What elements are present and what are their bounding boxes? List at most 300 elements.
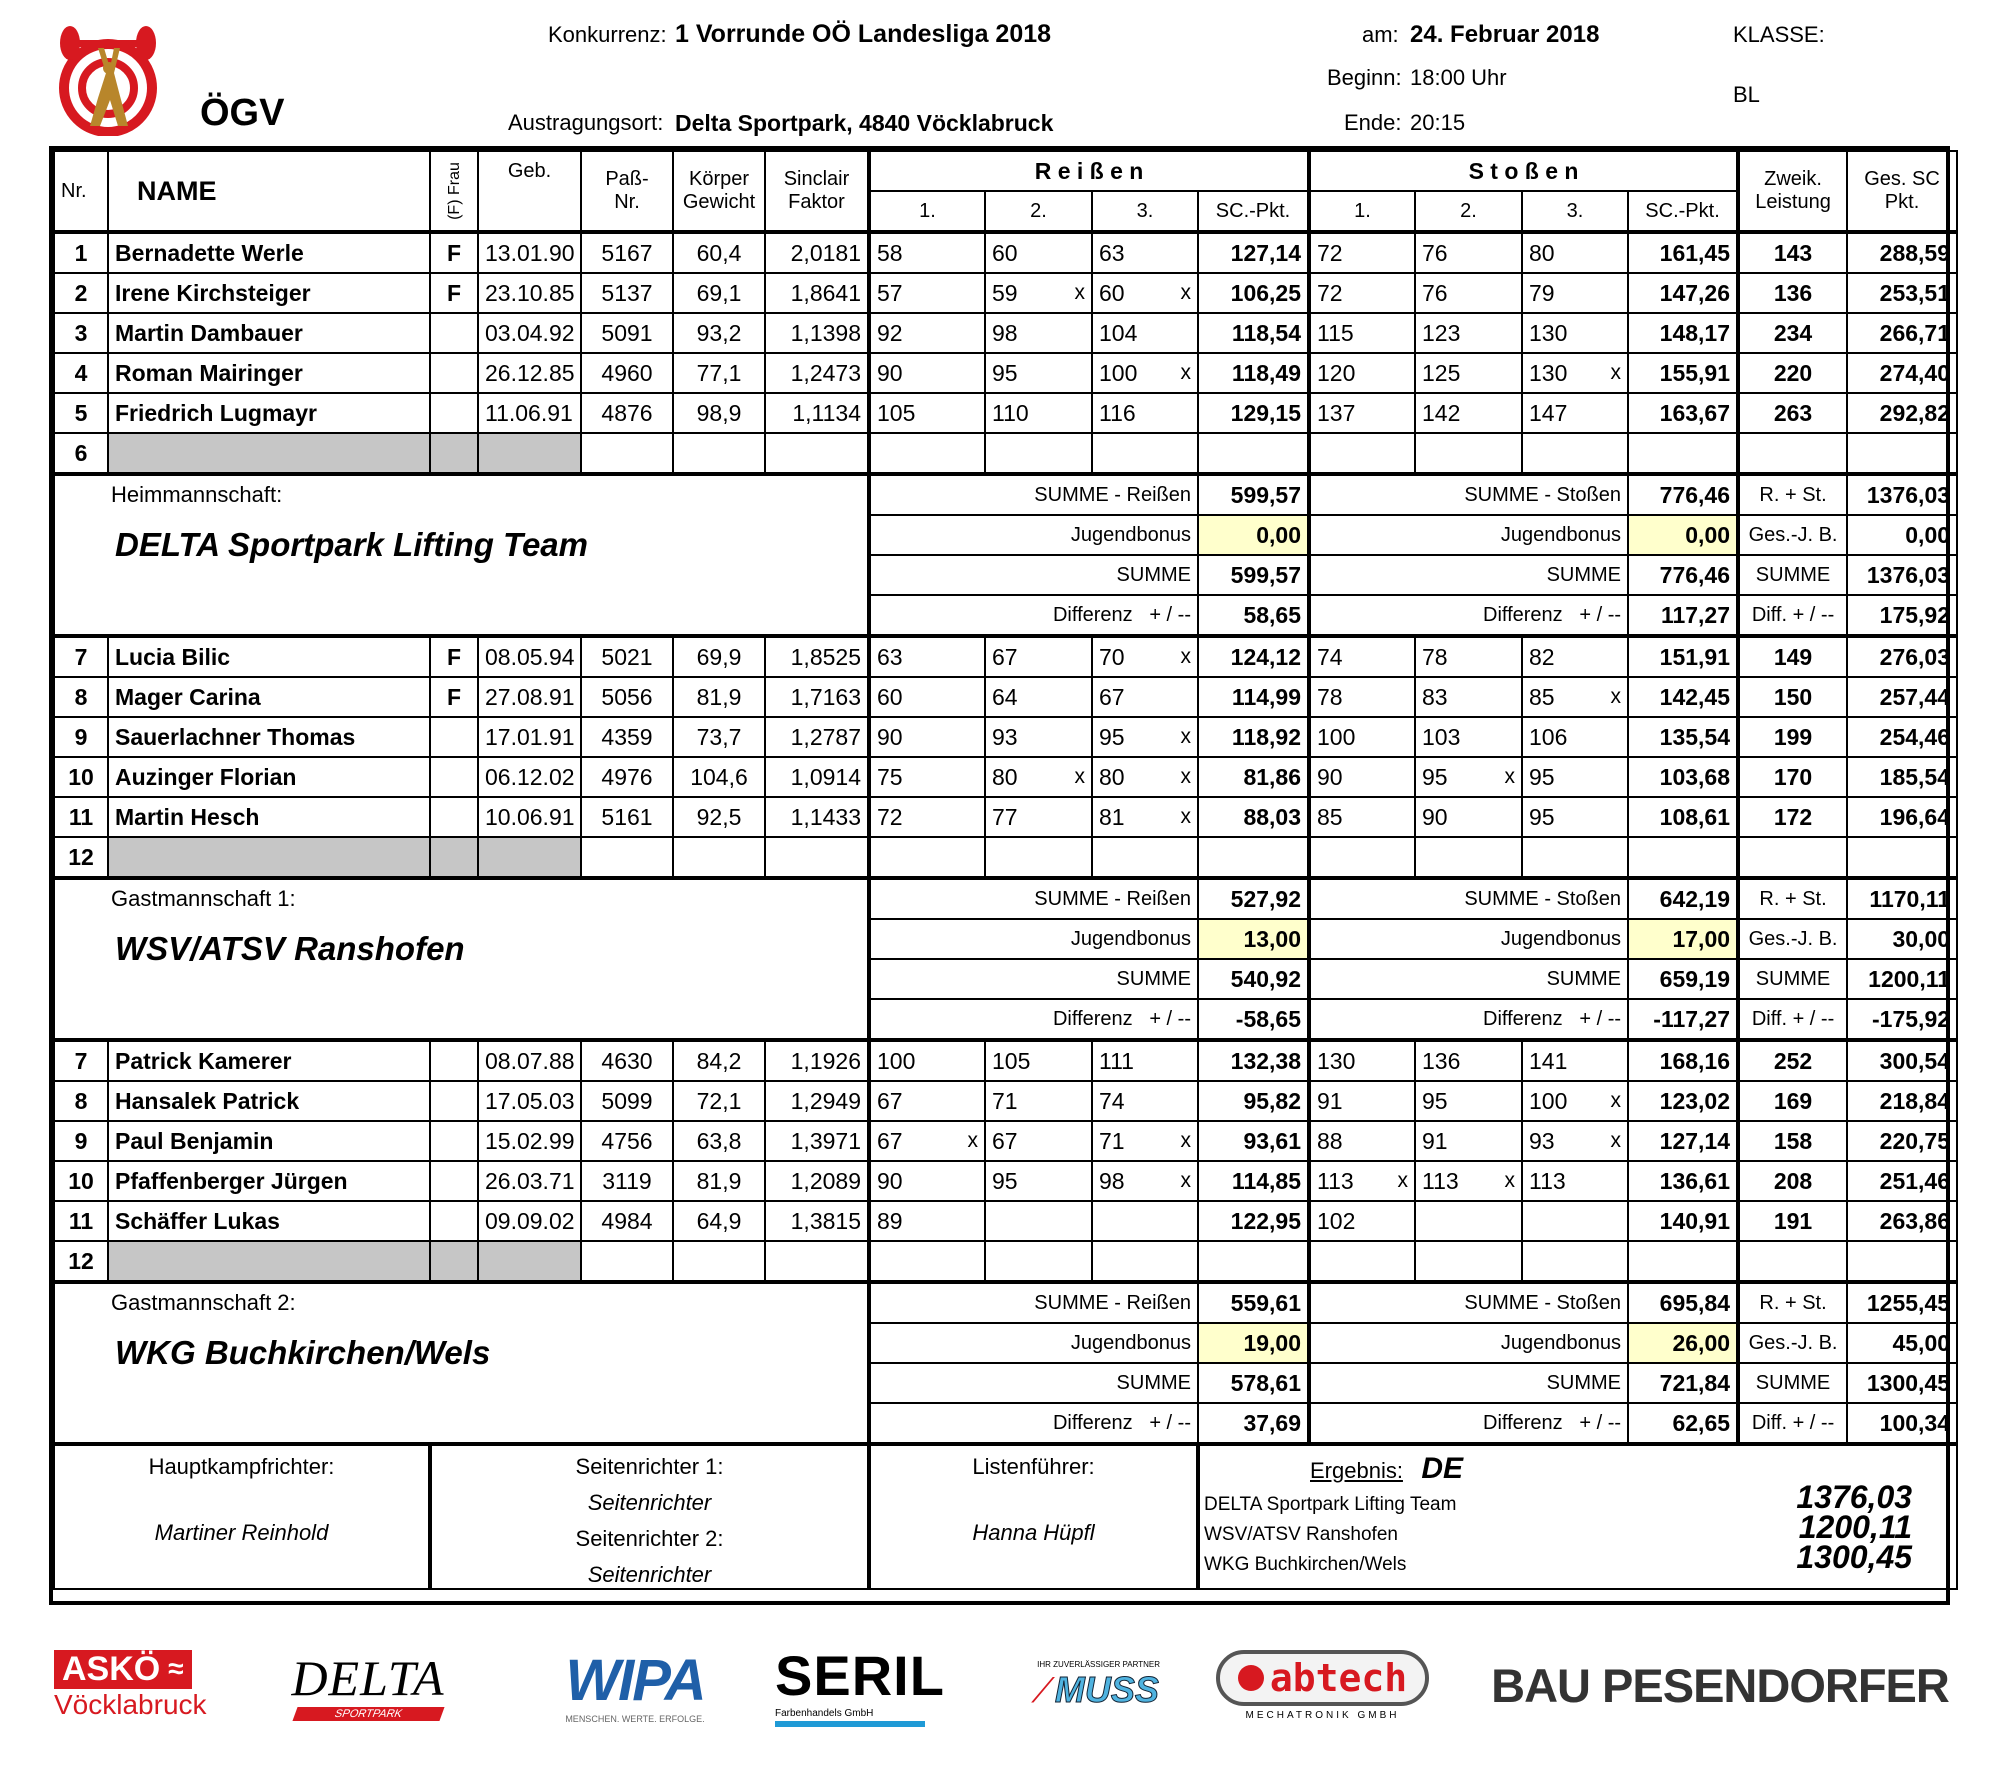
reissen-attempt-1: 67 — [869, 1081, 985, 1121]
athlete-name: Paul Benjamin — [108, 1121, 430, 1161]
athlete-frau: F — [430, 677, 478, 717]
summary-label-reissen: Differenz + / -- — [869, 999, 1198, 1040]
stossen-attempt-1: 120 — [1309, 353, 1415, 393]
bau-text: BAU PESENDORFER — [1491, 1658, 1949, 1712]
summary-value-reissen: 559,61 — [1198, 1282, 1309, 1323]
athlete-frau — [430, 1081, 478, 1121]
fail-mark: x — [1074, 765, 1085, 788]
team-summary-row — [54, 474, 1957, 515]
stossen-sc: 161,45 — [1628, 232, 1738, 273]
sponsor-askoe — [54, 1640, 219, 1730]
athlete-pass: 4359 — [581, 717, 673, 757]
delta-text: DELTA — [291, 1650, 445, 1706]
stossen-sc: 123,02 — [1628, 1081, 1738, 1121]
fail-mark: x — [1180, 645, 1191, 668]
col-sinclair-line1: Sinclair — [783, 168, 850, 190]
cell-empty — [869, 837, 985, 878]
reissen-attempt-1: 57 — [869, 273, 985, 313]
team-label: Gastmannschaft 1: — [111, 886, 296, 911]
reissen-attempt-2: 60 — [985, 232, 1092, 273]
muss-text: MUSS — [1054, 1668, 1159, 1710]
cell-empty — [1198, 837, 1309, 878]
stossen-attempt-2: 95 — [1415, 1081, 1522, 1121]
team-summary-row — [54, 1282, 1957, 1323]
fail-mark: x — [1180, 805, 1191, 828]
athlete-koerpergewicht: 84,2 — [673, 1040, 765, 1081]
reissen-attempt-1: 100 — [869, 1040, 985, 1081]
wipa-text: WIPA — [565, 1647, 705, 1713]
stossen-attempt-3: 130 — [1522, 313, 1628, 353]
reissen-attempt-1: 105 — [869, 393, 985, 433]
cell-empty — [985, 837, 1092, 878]
result-line — [1204, 1539, 1952, 1576]
cell-empty — [1522, 433, 1628, 474]
seitenrichter1-label: Seitenrichter 1: — [575, 1454, 724, 1479]
reissen-attempt-1: 89 — [869, 1201, 985, 1241]
stossen-attempt-1: 72 — [1309, 273, 1415, 313]
summary-label-reissen: Differenz + / -- — [869, 595, 1198, 636]
summary-value-gesamt: 1255,45 — [1847, 1282, 1957, 1323]
summary-label-reissen: Differenz + / -- — [869, 1403, 1198, 1444]
athlete-pass: 5099 — [581, 1081, 673, 1121]
summary-label-reissen: SUMME — [869, 555, 1198, 595]
ergebnis-results — [1204, 1479, 1952, 1576]
athlete-frau-empty — [430, 1241, 478, 1282]
seril-text: SERIL — [775, 1644, 945, 1707]
col-nr: Nr. — [54, 151, 108, 232]
cell-empty — [1415, 433, 1522, 474]
athlete-sinclair: 1,2787 — [765, 717, 869, 757]
athlete-geb: 27.08.91 — [478, 677, 581, 717]
athlete-sinclair: 1,3971 — [765, 1121, 869, 1161]
abtech-sub: MECHATRONIK GMBH — [1245, 1709, 1400, 1721]
summary-value-reissen: 599,57 — [1198, 474, 1309, 515]
cell-empty — [1309, 837, 1415, 878]
zweikampf: 149 — [1738, 636, 1847, 677]
zweikampf: 150 — [1738, 677, 1847, 717]
summary-label-stossen: Differenz + / -- — [1309, 999, 1628, 1040]
result-table — [53, 150, 1958, 1590]
result-team: WKG Buchkirchen/Wels — [1204, 1554, 1407, 1575]
cell-empty — [1628, 837, 1738, 878]
stossen-attempt-1: 72 — [1309, 232, 1415, 273]
fail-mark: x — [1074, 281, 1085, 304]
sponsor-seril — [775, 1640, 965, 1730]
ergebnis-box — [1198, 1444, 1957, 1589]
athlete-koerpergewicht: 60,4 — [673, 232, 765, 273]
gesamt-sc: 218,84 — [1847, 1081, 1957, 1121]
athlete-geb: 09.09.02 — [478, 1201, 581, 1241]
ergebnis-value: DE — [1421, 1452, 1464, 1485]
reissen-sc: 118,49 — [1198, 353, 1309, 393]
reissen-sc: 95,82 — [1198, 1081, 1309, 1121]
zweikampf: 234 — [1738, 313, 1847, 353]
summary-value-stossen: 0,00 — [1628, 515, 1738, 555]
athlete-koerpergewicht: 69,1 — [673, 273, 765, 313]
reissen-sc: 93,61 — [1198, 1121, 1309, 1161]
summary-label-gesamt: SUMME — [1738, 959, 1847, 999]
zweikampf: 208 — [1738, 1161, 1847, 1201]
col-zweik-line1: Zweik. — [1764, 168, 1822, 190]
reissen-attempt-1: 67 x — [869, 1121, 985, 1161]
athlete-row — [54, 1081, 1957, 1121]
reissen-sc: 114,85 — [1198, 1161, 1309, 1201]
summary-label-stossen: Differenz + / -- — [1309, 1403, 1628, 1444]
cell-empty — [1415, 1241, 1522, 1282]
gesamt-sc: 196,64 — [1847, 797, 1957, 837]
hauptkampfrichter — [54, 1444, 430, 1589]
stossen-attempt-2: 76 — [1415, 273, 1522, 313]
summary-value-stossen: 776,46 — [1628, 474, 1738, 515]
athlete-pass: 3119 — [581, 1161, 673, 1201]
cell-empty — [985, 433, 1092, 474]
weightlifter-logo-icon — [58, 18, 158, 136]
sponsor-wipa — [545, 1640, 725, 1730]
cell-empty — [1738, 433, 1847, 474]
askoe-badge — [54, 1650, 192, 1689]
stossen-attempt-2 — [1415, 1201, 1522, 1241]
seril-bar — [775, 1721, 925, 1727]
gesamt-sc: 257,44 — [1847, 677, 1957, 717]
reissen-attempt-1: 58 — [869, 232, 985, 273]
athlete-name-empty — [108, 1241, 430, 1282]
reissen-sc: 118,54 — [1198, 313, 1309, 353]
summary-label-reissen: SUMME — [869, 1363, 1198, 1403]
col-geb: Geb. — [478, 151, 581, 232]
reissen-attempt-3: 70 x — [1092, 636, 1198, 677]
fail-mark: x — [1610, 361, 1622, 384]
summary-value-reissen: -58,65 — [1198, 999, 1309, 1040]
reissen-attempt-2: 95 — [985, 353, 1092, 393]
col-sinclair-line2: Faktor — [788, 191, 845, 213]
stossen-attempt-1: 91 — [1309, 1081, 1415, 1121]
athlete-frau — [430, 1161, 478, 1201]
stossen-sc: 135,54 — [1628, 717, 1738, 757]
stossen-attempt-1: 115 — [1309, 313, 1415, 353]
summary-label-gesamt: R. + St. — [1738, 474, 1847, 515]
team-label: Heimmannschaft: — [111, 482, 283, 507]
zweikampf: 172 — [1738, 797, 1847, 837]
excavator-icon: ⟋ — [1031, 1671, 1055, 1710]
fail-mark: x — [967, 1129, 978, 1152]
athlete-nr: 7 — [54, 1040, 108, 1081]
team-info — [54, 878, 869, 1040]
hauptkampfrichter-name: Martiner Reinhold — [154, 1520, 329, 1545]
stossen-sc: 136,61 — [1628, 1161, 1738, 1201]
athlete-pass: 5167 — [581, 232, 673, 273]
col-frau-label: (F) Frau — [446, 162, 463, 220]
athlete-nr: 6 — [54, 433, 108, 474]
gesamt-sc: 276,03 — [1847, 636, 1957, 677]
summary-label-stossen: SUMME — [1309, 1363, 1628, 1403]
stossen-sc: 127,14 — [1628, 1121, 1738, 1161]
stossen-attempt-1: 100 — [1309, 717, 1415, 757]
summary-value-stossen: 776,46 — [1628, 555, 1738, 595]
team-summary-row — [54, 878, 1957, 919]
athlete-geb: 08.07.88 — [478, 1040, 581, 1081]
summary-value-stossen: 659,19 — [1628, 959, 1738, 999]
athlete-row — [54, 1161, 1957, 1201]
athlete-frau — [430, 717, 478, 757]
cell-empty — [1198, 1241, 1309, 1282]
askoe-city: Vöcklabruck — [54, 1688, 207, 1720]
result-score: 1300,45 — [1796, 1539, 1913, 1575]
reissen-attempt-3: 104 — [1092, 313, 1198, 353]
reissen-attempt-2: 110 — [985, 393, 1092, 433]
reissen-sc: 114,99 — [1198, 677, 1309, 717]
summary-label-gesamt: Diff. + / -- — [1738, 595, 1847, 636]
col-koerper — [673, 151, 765, 232]
athlete-sinclair: 1,1398 — [765, 313, 869, 353]
beginn-label: Beginn: — [1327, 65, 1402, 90]
cell-empty — [1522, 837, 1628, 878]
summary-label-reissen: SUMME — [869, 959, 1198, 999]
zweikampf: 220 — [1738, 353, 1847, 393]
reissen-attempt-2: 77 — [985, 797, 1092, 837]
col-rsc: SC.-Pkt. — [1198, 191, 1309, 232]
summary-value-stossen: 117,27 — [1628, 595, 1738, 636]
athlete-koerpergewicht: 63,8 — [673, 1121, 765, 1161]
cell-empty — [1628, 433, 1738, 474]
stossen-attempt-3: 130 x — [1522, 353, 1628, 393]
zweikampf: 143 — [1738, 232, 1847, 273]
cell-empty — [765, 837, 869, 878]
stossen-attempt-2: 123 — [1415, 313, 1522, 353]
cell-empty — [1092, 433, 1198, 474]
summary-label-gesamt: R. + St. — [1738, 878, 1847, 919]
team-label: Gastmannschaft 2: — [111, 1290, 296, 1315]
athlete-koerpergewicht: 93,2 — [673, 313, 765, 353]
athlete-geb: 17.05.03 — [478, 1081, 581, 1121]
cell-empty — [1738, 1241, 1847, 1282]
athlete-geb-empty — [478, 837, 581, 878]
summary-value-gesamt: 1376,03 — [1847, 555, 1957, 595]
reissen-sc: 132,38 — [1198, 1040, 1309, 1081]
stossen-attempt-3: 93 x — [1522, 1121, 1628, 1161]
athlete-geb: 26.03.71 — [478, 1161, 581, 1201]
athlete-name: Friedrich Lugmayr — [108, 393, 430, 433]
reissen-attempt-2: 95 — [985, 1161, 1092, 1201]
cell-empty — [1847, 837, 1957, 878]
col-r3: 3. — [1092, 191, 1198, 232]
stossen-attempt-3: 79 — [1522, 273, 1628, 313]
summary-value-gesamt: 1170,11 — [1847, 878, 1957, 919]
athlete-sinclair: 1,8525 — [765, 636, 869, 677]
stossen-attempt-2: 95 x — [1415, 757, 1522, 797]
col-s2: 2. — [1415, 191, 1522, 232]
zweikampf: 263 — [1738, 393, 1847, 433]
summary-label-gesamt: Diff. + / -- — [1738, 1403, 1847, 1444]
athlete-name: Mager Carina — [108, 677, 430, 717]
summary-label-stossen: Differenz + / -- — [1309, 595, 1628, 636]
athlete-frau: F — [430, 232, 478, 273]
stossen-sc: 151,91 — [1628, 636, 1738, 677]
athlete-geb: 23.10.85 — [478, 273, 581, 313]
summary-value-reissen: 58,65 — [1198, 595, 1309, 636]
cell-empty — [1092, 837, 1198, 878]
summary-value-gesamt: 100,34 — [1847, 1403, 1957, 1444]
col-frau — [430, 151, 478, 232]
cell-empty — [673, 837, 765, 878]
athlete-nr: 3 — [54, 313, 108, 353]
athlete-nr: 10 — [54, 1161, 108, 1201]
athlete-geb-empty — [478, 1241, 581, 1282]
empty-row — [54, 837, 1957, 878]
am-label: am: — [1362, 22, 1399, 47]
cell-empty — [1628, 1241, 1738, 1282]
col-s3: 3. — [1522, 191, 1628, 232]
stossen-attempt-3: 113 — [1522, 1161, 1628, 1201]
summary-label-stossen: SUMME - Stoßen — [1309, 474, 1628, 515]
athlete-row — [54, 393, 1957, 433]
reissen-attempt-3: 100 x — [1092, 353, 1198, 393]
cell-empty — [673, 1241, 765, 1282]
gesamt-sc: 253,51 — [1847, 273, 1957, 313]
gesamt-sc: 292,82 — [1847, 393, 1957, 433]
reissen-attempt-1: 90 — [869, 353, 985, 393]
reissen-sc: 129,15 — [1198, 393, 1309, 433]
reissen-attempt-3: 63 — [1092, 232, 1198, 273]
athlete-pass: 5091 — [581, 313, 673, 353]
reissen-attempt-3: 111 — [1092, 1040, 1198, 1081]
sponsor-delta — [268, 1640, 468, 1730]
reissen-attempt-1: 72 — [869, 797, 985, 837]
gesamt-sc: 266,71 — [1847, 313, 1957, 353]
athlete-nr: 7 — [54, 636, 108, 677]
athlete-row — [54, 1121, 1957, 1161]
athlete-nr: 8 — [54, 1081, 108, 1121]
result-score: 1376,03 — [1796, 1479, 1913, 1515]
reissen-attempt-3: 67 — [1092, 677, 1198, 717]
athlete-geb: 03.04.92 — [478, 313, 581, 353]
summary-label-reissen: SUMME - Reißen — [869, 474, 1198, 515]
athlete-koerpergewicht: 81,9 — [673, 677, 765, 717]
athlete-row — [54, 636, 1957, 677]
gesamt-sc: 288,59 — [1847, 232, 1957, 273]
athlete-name: Bernadette Werle — [108, 232, 430, 273]
summary-value-reissen: 540,92 — [1198, 959, 1309, 999]
empty-row — [54, 433, 1957, 474]
summary-value-reissen: 37,69 — [1198, 1403, 1309, 1444]
athlete-koerpergewicht: 98,9 — [673, 393, 765, 433]
stossen-attempt-3: 95 — [1522, 757, 1628, 797]
col-zweik — [1738, 151, 1847, 232]
cell-empty — [673, 433, 765, 474]
summary-value-stossen: 17,00 — [1628, 919, 1738, 959]
athlete-pass: 4976 — [581, 757, 673, 797]
seitenrichter2-label: Seitenrichter 2: — [575, 1526, 724, 1551]
zweikampf: 169 — [1738, 1081, 1847, 1121]
cell-empty — [1738, 837, 1847, 878]
summary-value-stossen: 721,84 — [1628, 1363, 1738, 1403]
col-reissen: R e i ß e n — [869, 151, 1309, 191]
hauptkampfrichter-label: Hauptkampfrichter: — [148, 1454, 335, 1479]
summary-value-stossen: -117,27 — [1628, 999, 1738, 1040]
cell-empty — [1847, 1241, 1957, 1282]
summary-label-gesamt: SUMME — [1738, 555, 1847, 595]
org-name: ÖGV — [200, 92, 285, 134]
cell-empty — [581, 1241, 673, 1282]
reissen-attempt-1: 75 — [869, 757, 985, 797]
athlete-name: Roman Mairinger — [108, 353, 430, 393]
athlete-frau — [430, 757, 478, 797]
col-ges — [1847, 151, 1957, 232]
summary-label-stossen: Jugendbonus — [1309, 515, 1628, 555]
athlete-row — [54, 1040, 1957, 1081]
athlete-name: Martin Hesch — [108, 797, 430, 837]
stossen-attempt-2: 91 — [1415, 1121, 1522, 1161]
seitenrichter — [430, 1444, 869, 1589]
athlete-pass: 5056 — [581, 677, 673, 717]
cell-empty — [1309, 1241, 1415, 1282]
athlete-nr: 12 — [54, 837, 108, 878]
athlete-row — [54, 677, 1957, 717]
ende-label: Ende: — [1344, 110, 1402, 135]
athlete-sinclair: 1,2949 — [765, 1081, 869, 1121]
stossen-attempt-3: 82 — [1522, 636, 1628, 677]
summary-value-stossen: 642,19 — [1628, 878, 1738, 919]
reissen-attempt-2 — [985, 1201, 1092, 1241]
col-ges-line2: Pkt. — [1884, 191, 1920, 213]
athlete-nr: 2 — [54, 273, 108, 313]
athlete-geb: 17.01.91 — [478, 717, 581, 757]
athlete-name: Lucia Bilic — [108, 636, 430, 677]
athlete-name: Schäffer Lukas — [108, 1201, 430, 1241]
athlete-frau — [430, 797, 478, 837]
empty-row — [54, 1241, 1957, 1282]
reissen-sc: 124,12 — [1198, 636, 1309, 677]
stossen-sc: 142,45 — [1628, 677, 1738, 717]
athlete-sinclair: 2,0181 — [765, 232, 869, 273]
reissen-attempt-3: 116 — [1092, 393, 1198, 433]
summary-label-stossen: SUMME — [1309, 555, 1628, 595]
cell-empty — [985, 1241, 1092, 1282]
summary-value-stossen: 26,00 — [1628, 1323, 1738, 1363]
athlete-pass: 4876 — [581, 393, 673, 433]
fail-mark: x — [1180, 281, 1191, 304]
summary-value-gesamt: 30,00 — [1847, 919, 1957, 959]
konkurrenz-value: 1 Vorrunde OÖ Landesliga 2018 — [675, 20, 1052, 48]
summary-label-gesamt: SUMME — [1738, 1363, 1847, 1403]
fail-mark: x — [1504, 1169, 1516, 1192]
col-koerper-line2: Gewicht — [682, 191, 756, 213]
athlete-koerpergewicht: 64,9 — [673, 1201, 765, 1241]
fail-mark: x — [1504, 765, 1516, 788]
stossen-sc: 147,26 — [1628, 273, 1738, 313]
askoe-wave-icon: ≈ — [168, 1653, 184, 1684]
athlete-frau-empty — [430, 433, 478, 474]
stossen-attempt-2: 90 — [1415, 797, 1522, 837]
reissen-attempt-1: 90 — [869, 717, 985, 757]
reissen-attempt-2: 105 — [985, 1040, 1092, 1081]
muss-sub: IHR ZUVERLÄSSIGER PARTNER — [1037, 1659, 1160, 1669]
sponsor-bau-pesendorfer — [1485, 1640, 1955, 1730]
athlete-row — [54, 273, 1957, 313]
stossen-sc: 148,17 — [1628, 313, 1738, 353]
stossen-attempt-3: 80 — [1522, 232, 1628, 273]
stossen-sc: 155,91 — [1628, 353, 1738, 393]
athlete-koerpergewicht: 72,1 — [673, 1081, 765, 1121]
col-sinclair — [765, 151, 869, 232]
summary-label-stossen: SUMME — [1309, 959, 1628, 999]
listenfuehrer-name: Hanna Hüpfl — [972, 1520, 1095, 1545]
reissen-attempt-3: 71 x — [1092, 1121, 1198, 1161]
stossen-attempt-3: 147 — [1522, 393, 1628, 433]
gesamt-sc: 251,46 — [1847, 1161, 1957, 1201]
athlete-name-empty — [108, 837, 430, 878]
athlete-sinclair: 1,3815 — [765, 1201, 869, 1241]
summary-value-reissen: 578,61 — [1198, 1363, 1309, 1403]
